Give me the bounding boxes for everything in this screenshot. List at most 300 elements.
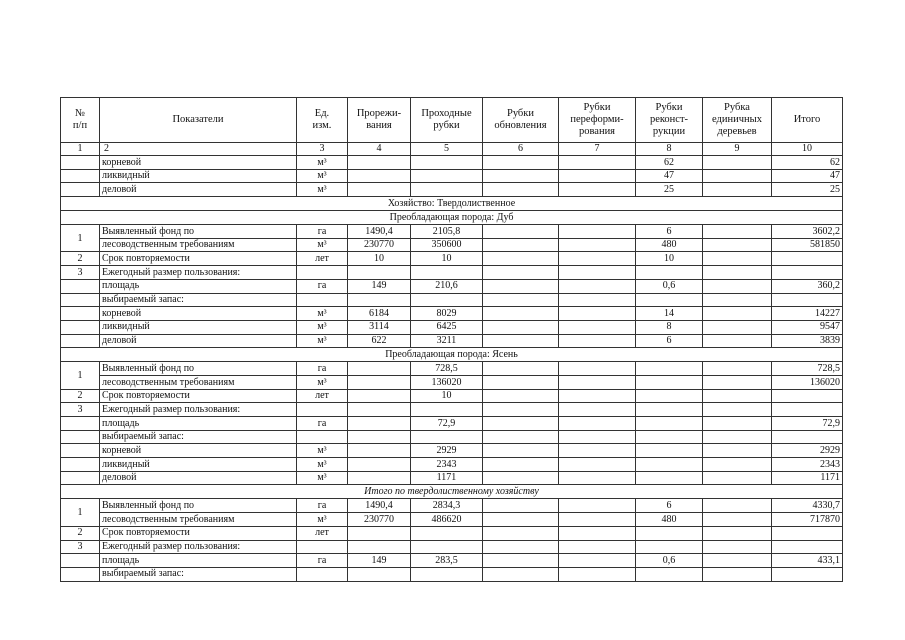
cell-c8 [636,444,703,458]
column-number: 1 [61,143,100,156]
cell-c9 [703,430,772,444]
cell-c10: 9547 [772,320,843,334]
cell-c10: 728,5 [772,362,843,376]
cell-c4 [348,169,411,183]
cell-c4 [348,417,411,431]
cell-name: Выявленный фонд по [100,362,297,376]
cell-name: Ежегодный размер пользования: [100,540,297,554]
cell-name: ликвидный [100,169,297,183]
cell-c10: 2929 [772,444,843,458]
cell-unit [297,567,348,581]
cell-name: деловой [100,334,297,348]
section-caption: Преобладающая порода: Дуб [61,211,843,225]
cell-name: Ежегодный размер пользования: [100,403,297,417]
column-number: 4 [348,143,411,156]
table-row [61,169,843,183]
cell-c6 [483,225,559,239]
cell-c9 [703,375,772,389]
cell-c7 [559,307,636,321]
cell-num: 2 [61,389,100,403]
cell-c9 [703,444,772,458]
cell-c5: 2834,3 [411,499,483,513]
cell-name: площадь [100,279,297,293]
cell-unit: м³ [297,307,348,321]
cell-c7 [559,334,636,348]
cell-c8 [636,458,703,472]
cell-c10: 136020 [772,375,843,389]
cell-c5 [411,540,483,554]
cell-c9 [703,156,772,170]
cell-c10 [772,567,843,581]
cell-name: деловой [100,471,297,485]
table-row [61,430,843,444]
header-reconstruction-cutting: Рубки реконст- рукции [636,98,703,143]
cell-c9 [703,320,772,334]
cell-unit: м³ [297,169,348,183]
column-number: 2 [100,143,297,156]
cell-num [61,169,100,183]
cell-name: корневой [100,156,297,170]
cell-unit [297,430,348,444]
cell-c9 [703,252,772,266]
header-passage-cutting: Проходные рубки [411,98,483,143]
cell-c8 [636,266,703,280]
cell-c10 [772,293,843,307]
cell-num: 3 [61,266,100,280]
cell-num: 3 [61,540,100,554]
cell-c6 [483,540,559,554]
cell-c9 [703,334,772,348]
cell-num [61,293,100,307]
table-row [61,279,843,293]
cell-c4 [348,567,411,581]
cell-c6 [483,499,559,513]
cell-c7 [559,403,636,417]
section-caption: Преобладающая порода: Ясень [61,348,843,362]
cell-num [61,279,100,293]
cell-c6 [483,458,559,472]
cell-c4 [348,430,411,444]
cell-unit: м³ [297,238,348,252]
cell-c8: 47 [636,169,703,183]
cell-c4 [348,526,411,540]
cell-c4: 10 [348,252,411,266]
cell-c9 [703,169,772,183]
header-unit: Ед. изм. [297,98,348,143]
cell-c9 [703,554,772,568]
cell-unit: лет [297,252,348,266]
cell-c6 [483,403,559,417]
cell-c7 [559,554,636,568]
cell-c7 [559,266,636,280]
table-row [61,156,843,170]
cell-name: выбираемый запас: [100,293,297,307]
cell-c7 [559,156,636,170]
cell-c7 [559,183,636,197]
cell-c10 [772,526,843,540]
header-renewal-cutting: Рубки обновления [483,98,559,143]
cell-c10: 14227 [772,307,843,321]
cell-num [61,320,100,334]
cell-c6 [483,444,559,458]
cell-c5 [411,567,483,581]
table-row [61,238,843,252]
header-thinning: Прорежи- вания [348,98,411,143]
table-row [61,444,843,458]
cell-c6 [483,567,559,581]
cell-c9 [703,513,772,527]
cell-c4 [348,293,411,307]
cell-c8: 8 [636,320,703,334]
table-row [61,526,843,540]
cell-c8 [636,417,703,431]
cell-unit: м³ [297,444,348,458]
cell-c5: 6425 [411,320,483,334]
cell-c7 [559,499,636,513]
cell-num: 3 [61,403,100,417]
cell-num [61,156,100,170]
cell-num: 1 [61,225,100,252]
column-number: 10 [772,143,843,156]
cell-c4: 149 [348,279,411,293]
column-number: 5 [411,143,483,156]
cell-unit: м³ [297,334,348,348]
cell-c4: 1490,4 [348,225,411,239]
cell-c10 [772,266,843,280]
cell-unit [297,293,348,307]
cell-c4: 622 [348,334,411,348]
cell-c10 [772,540,843,554]
cell-c10: 62 [772,156,843,170]
cell-c6 [483,334,559,348]
cell-c8 [636,403,703,417]
cell-c4 [348,156,411,170]
cell-c10: 47 [772,169,843,183]
cell-name: лесоводственным требованиям [100,238,297,252]
cell-unit [297,403,348,417]
cell-c10: 360,2 [772,279,843,293]
cell-c5 [411,169,483,183]
section-caption-row [61,197,843,211]
cell-c4: 1490,4 [348,499,411,513]
cell-c5: 136020 [411,375,483,389]
cell-c5: 2343 [411,458,483,472]
cell-c8: 6 [636,499,703,513]
cell-c10 [772,252,843,266]
header-total: Итого [772,98,843,143]
cell-c7 [559,444,636,458]
cell-c5: 210,6 [411,279,483,293]
table-row [61,225,843,239]
cell-c4: 230770 [348,513,411,527]
cell-c5: 350600 [411,238,483,252]
cell-num [61,458,100,472]
cell-num [61,183,100,197]
cell-unit: га [297,499,348,513]
cell-num [61,567,100,581]
cell-c10: 4330,7 [772,499,843,513]
cell-name: выбираемый запас: [100,430,297,444]
cell-c7 [559,293,636,307]
cell-c4 [348,458,411,472]
cell-c9 [703,417,772,431]
cell-c8: 6 [636,225,703,239]
cell-unit: м³ [297,320,348,334]
cell-c4 [348,266,411,280]
cell-num: 2 [61,526,100,540]
table-row [61,183,843,197]
cell-c6 [483,266,559,280]
cell-c8: 6 [636,334,703,348]
column-number: 7 [559,143,636,156]
cell-name: ликвидный [100,320,297,334]
table-row [61,375,843,389]
table-row [61,307,843,321]
cell-c8 [636,567,703,581]
cell-c6 [483,279,559,293]
cell-num [61,554,100,568]
cell-name: Выявленный фонд по [100,499,297,513]
cell-name: площадь [100,417,297,431]
cell-c6 [483,320,559,334]
cell-c4 [348,362,411,376]
section-caption-row [61,485,843,499]
cell-c4 [348,540,411,554]
cell-c6 [483,156,559,170]
column-number: 9 [703,143,772,156]
cell-unit [297,266,348,280]
table-row [61,362,843,376]
cell-c8: 0,6 [636,279,703,293]
cell-unit: га [297,225,348,239]
cell-c7 [559,567,636,581]
section-caption-row [61,348,843,362]
header-num: № п/п [61,98,100,143]
cell-unit: га [297,554,348,568]
cell-c4: 3114 [348,320,411,334]
cell-c8 [636,389,703,403]
cell-c6 [483,526,559,540]
cell-c4 [348,444,411,458]
section-caption-row [61,211,843,225]
cell-c9 [703,567,772,581]
cell-num: 1 [61,362,100,389]
cell-unit: лет [297,526,348,540]
cell-c9 [703,458,772,472]
table-row [61,540,843,554]
cell-c5 [411,266,483,280]
cell-c7 [559,169,636,183]
cell-unit: га [297,417,348,431]
cell-c6 [483,362,559,376]
cell-c5: 10 [411,252,483,266]
cell-name: Срок повторяемости [100,389,297,403]
column-number: 8 [636,143,703,156]
cell-name: Срок повторяемости [100,526,297,540]
cell-c9 [703,307,772,321]
cell-num [61,444,100,458]
cell-c7 [559,540,636,554]
cell-c5 [411,293,483,307]
cell-c5 [411,156,483,170]
cell-c7 [559,430,636,444]
cell-c5: 1171 [411,471,483,485]
cell-c7 [559,225,636,239]
cell-c10: 72,9 [772,417,843,431]
cell-c7 [559,362,636,376]
table-row [61,334,843,348]
column-number-row [61,143,843,156]
cell-name: лесоводственным требованиям [100,513,297,527]
cell-c8: 10 [636,252,703,266]
cell-name: выбираемый запас: [100,567,297,581]
cell-c10: 3839 [772,334,843,348]
cell-unit: м³ [297,471,348,485]
column-number: 3 [297,143,348,156]
cell-c7 [559,513,636,527]
table-row [61,513,843,527]
cell-c7 [559,389,636,403]
cell-c5: 2105,8 [411,225,483,239]
cell-c5: 486620 [411,513,483,527]
cell-c6 [483,389,559,403]
cell-c9 [703,499,772,513]
cell-c7 [559,458,636,472]
cell-c10: 3602,2 [772,225,843,239]
cell-c5: 283,5 [411,554,483,568]
cell-c10 [772,389,843,403]
table-row [61,320,843,334]
cell-c9 [703,293,772,307]
cell-c7 [559,375,636,389]
cell-c7 [559,252,636,266]
cell-c8: 480 [636,513,703,527]
header-reformation-cutting: Рубки переформи- рования [559,98,636,143]
cell-c5 [411,526,483,540]
cell-unit: лет [297,389,348,403]
cell-c6 [483,183,559,197]
cell-c8 [636,430,703,444]
cell-c8: 0,6 [636,554,703,568]
cell-c6 [483,252,559,266]
cell-c7 [559,526,636,540]
cell-name: ликвидный [100,458,297,472]
cell-c8 [636,362,703,376]
table-row [61,293,843,307]
cell-c10: 433,1 [772,554,843,568]
cell-c10: 1171 [772,471,843,485]
cell-c6 [483,293,559,307]
cell-c8: 25 [636,183,703,197]
table-row [61,266,843,280]
cell-name: деловой [100,183,297,197]
cell-c7 [559,320,636,334]
cell-c6 [483,375,559,389]
cell-c9 [703,403,772,417]
table-row [61,471,843,485]
cell-c9 [703,526,772,540]
table-body [61,156,843,582]
cell-c4: 6184 [348,307,411,321]
cell-unit: м³ [297,183,348,197]
cell-name: Срок повторяемости [100,252,297,266]
cell-c5: 72,9 [411,417,483,431]
cell-num: 2 [61,252,100,266]
table-row [61,252,843,266]
cell-c4: 149 [348,554,411,568]
section-caption: Хозяйство: Твердолиственное [61,197,843,211]
cell-c6 [483,430,559,444]
cell-num [61,430,100,444]
cell-c4 [348,183,411,197]
cell-c6 [483,307,559,321]
cell-c6 [483,554,559,568]
cell-c9 [703,279,772,293]
cell-num [61,334,100,348]
cell-c10: 25 [772,183,843,197]
cell-c7 [559,279,636,293]
cell-name: Выявленный фонд по [100,225,297,239]
cell-c7 [559,417,636,431]
cell-num: 1 [61,499,100,526]
cell-c9 [703,362,772,376]
cell-c7 [559,471,636,485]
cell-c6 [483,169,559,183]
table-row [61,417,843,431]
cell-c5 [411,183,483,197]
cell-c7 [559,238,636,252]
cell-unit: м³ [297,458,348,472]
cell-c8: 62 [636,156,703,170]
cell-name: корневой [100,444,297,458]
cell-c6 [483,417,559,431]
cell-c9 [703,225,772,239]
cell-c9 [703,540,772,554]
cell-c10 [772,430,843,444]
cell-c5: 3211 [411,334,483,348]
cell-c10: 581850 [772,238,843,252]
cell-c5: 8029 [411,307,483,321]
cell-c10 [772,403,843,417]
section-caption: Итого по твердолиственному хозяйству [61,485,843,499]
cell-c8: 480 [636,238,703,252]
cell-c8 [636,293,703,307]
header-indicators: Показатели [100,98,297,143]
cell-c6 [483,471,559,485]
table-row [61,499,843,513]
cell-unit: м³ [297,375,348,389]
cell-c8 [636,375,703,389]
cell-c9 [703,183,772,197]
cell-c9 [703,471,772,485]
cell-num [61,307,100,321]
table-row [61,403,843,417]
cell-c5 [411,403,483,417]
cell-c5: 2929 [411,444,483,458]
cell-c9 [703,238,772,252]
cell-c8 [636,526,703,540]
cell-unit: м³ [297,513,348,527]
cell-c4: 230770 [348,238,411,252]
cell-c6 [483,513,559,527]
cell-name: корневой [100,307,297,321]
cell-c8 [636,540,703,554]
header-single-tree-cutting: Рубка единичных деревьев [703,98,772,143]
header-row [61,98,843,143]
cell-c9 [703,389,772,403]
cell-c10: 717870 [772,513,843,527]
cell-c8: 14 [636,307,703,321]
